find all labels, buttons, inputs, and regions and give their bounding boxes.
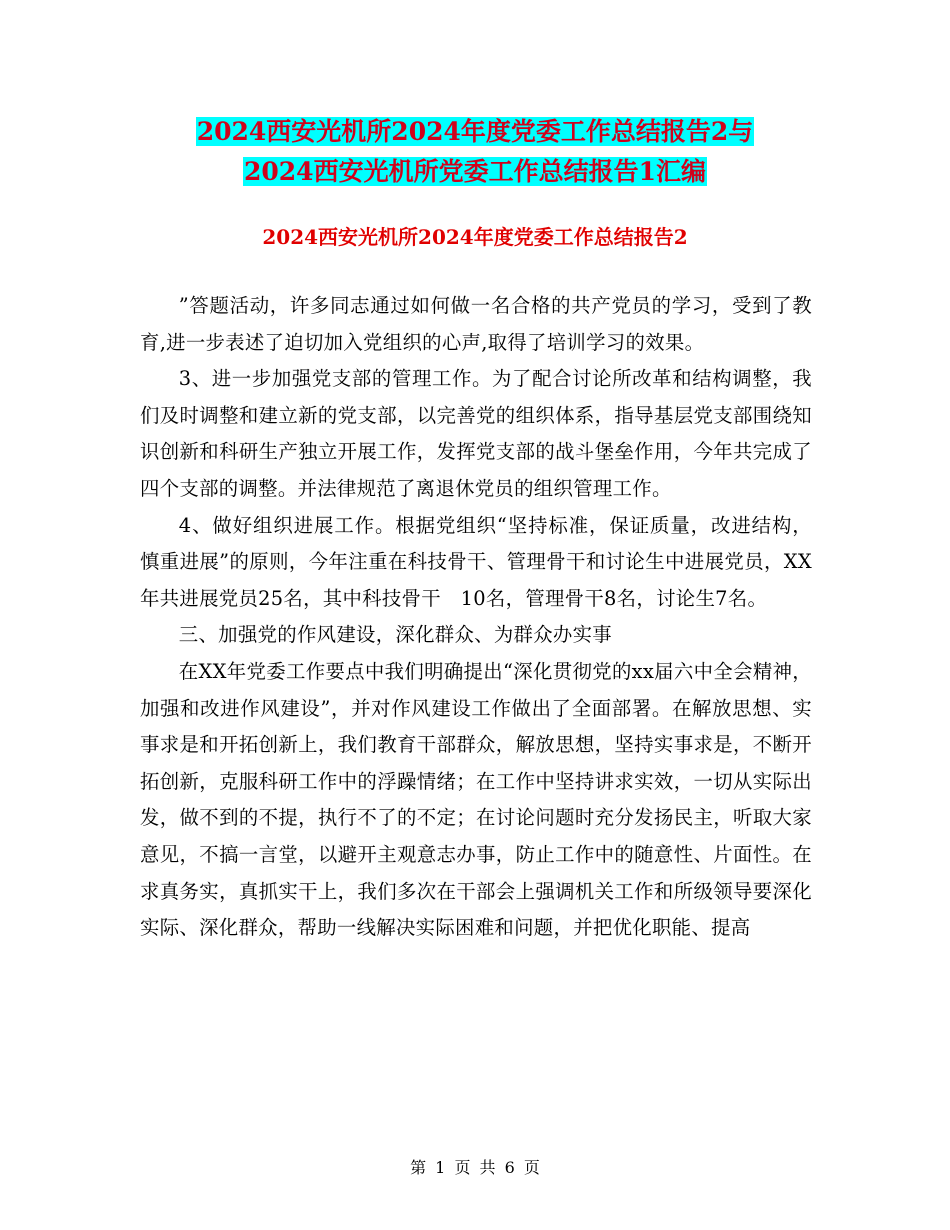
paragraph: 4、做好组织进展工作。根据党组织“坚持标准，保证质量，改进结构，慎重进展”的原则，今年注重在科技骨干、管理骨干和讨论生中进展党员，XX年共进展党员25名，其中科技骨干 10名，管理骨干8名，讨论生7名。 [140, 513, 812, 610]
body-text [140, 288, 812, 947]
page-footer: 第 1 页 共 6 页 [410, 1158, 540, 1177]
section-heading: 三、加强党的作风建设，深化群众、为群众办实事 [178, 623, 612, 647]
section-title: 2024西安光机所2024年度党委工作总结报告2 [262, 225, 688, 249]
paragraph: 3、进一步加强党支部的管理工作。为了配合讨论所改革和结构调整，我们及时调整和建立新的党支部，以完善党的组织体系，指导基层党支部围绕知识创新和科研生产独立开展工作，发挥党支部的战斗堡垒作用，今年共完成了四个支部的调整。并法律规范了离退休党员的组织管理工作。 [140, 367, 812, 500]
paragraph: 在XX年党委工作要点中我们明确提出“深化贯彻党的xx届六中全会精神，加强和改进作风建设”，并对作风建设工作做出了全面部署。在解放思想、实事求是和开拓创新上，我们教育干部群众，解放思想，坚持实事求是，不断开拓创新，克服科研工作中的浮躁情绪；在工作中坚持讲求实效，一切从实际出发，做不到的不提，执行不了的不定；在讨论问题时充分发扬民主，听取大家意见，不搞一言堂，以避开主观意志办事，防止工作中的随意性、片面性。在求真务实，真抓实干上，我们多次在干部会上强调机关工作和所级领导要深化实际、深化群众，帮助一线解决实际困难和问题，并把优化职能、提高 [140, 659, 812, 940]
document-title [0, 112, 950, 192]
paragraph: ”答题活动，许多同志通过如何做一名合格的共产党员的学习，受到了教育,进一步表述了迫切加入党组织的心声,取得了培训学习的效果。 [140, 294, 812, 354]
title-line-2: 2024西安光机所党委工作总结报告1汇编 [244, 157, 706, 186]
title-line-1: 2024西安光机所2024年度党委工作总结报告2与 [196, 117, 754, 146]
